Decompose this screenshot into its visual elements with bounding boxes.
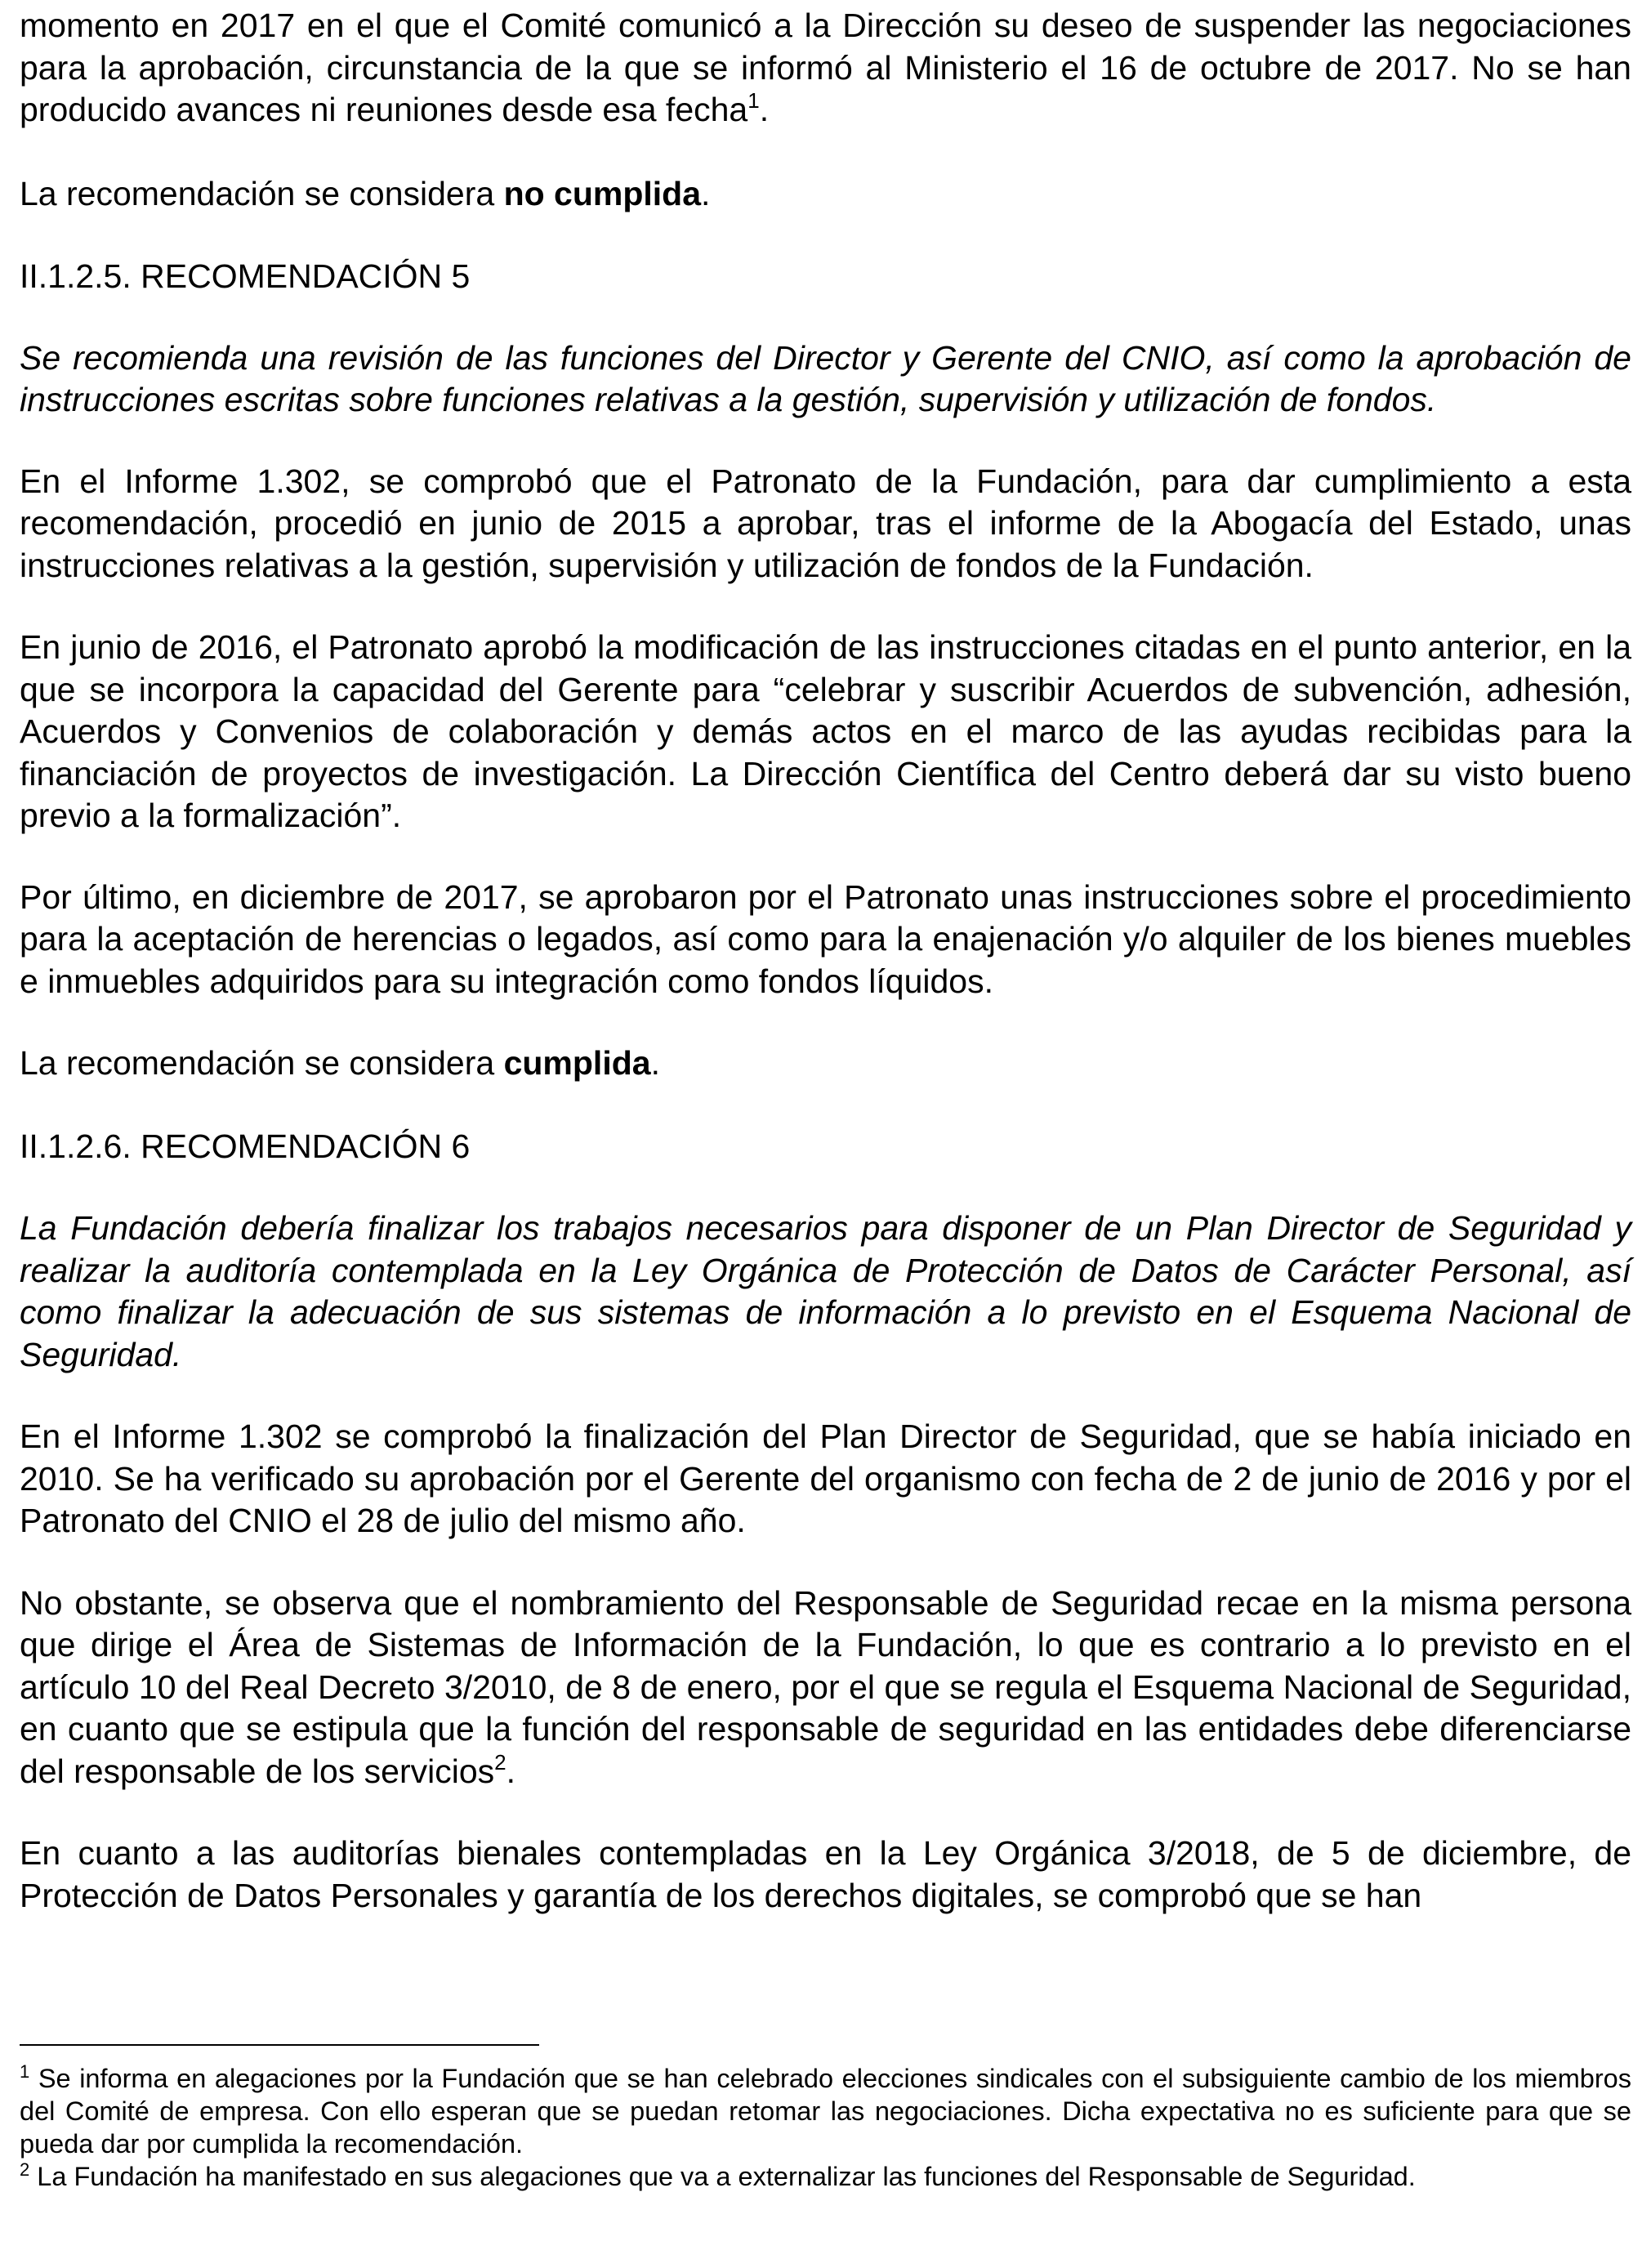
paragraph-security-officer-appointment	[20, 1583, 1631, 1793]
footnote-text: Se informa en alegaciones por la Fundación que se han celebrado elecciones sindicales con el subsiguiente cambio de los miembros del Comité de empresa. Con ello esperan que se puedan retomar las negociaciones. Dicha expectativa no es suficiente para que se pueda dar por cumplida la recomendación.	[20, 2064, 1631, 2159]
section-heading-recommendation-6: II.1.2.6. RECOMENDACIÓN 6	[20, 1127, 471, 1165]
footnote-reference-2: 2	[494, 1749, 506, 1775]
footnote-1	[20, 2062, 1631, 2160]
section-heading-recommendation-5: II.1.2.5. RECOMENDACIÓN 5	[20, 257, 471, 295]
paragraph-recommendation-6-text: La Fundación debería finalizar los trabajos necesarios para disponer de un Plan Director de Seguridad y realizar la auditoría contemplada en la Ley Orgánica de Protección de Datos de Carácter Personal, así como finalizar la adecuación de sus sistemas de información a lo previsto en el Esquema Nacional de Seguridad.	[20, 1209, 1631, 1373]
footnote-mark: 2	[20, 2159, 30, 2180]
footnote-reference-1: 1	[747, 88, 760, 113]
verdict-status: cumplida	[503, 1044, 651, 1082]
document-page	[20, 0, 1631, 1917]
paragraph-december-2017-instructions: Por último, en diciembre de 2017, se aprobaron por el Patronato unas instrucciones sobre el procedimiento para la aceptación de herencias o legados, así como para la enajenación y/o alquiler de los bienes muebles e inmuebles adquiridos para su integración como fondos líquidos.	[20, 877, 1631, 1000]
paragraph-committee-negotiations	[20, 5, 1631, 132]
paragraph-verdict-fulfilled	[20, 1042, 1631, 1085]
paragraph-text: momento en 2017 en el que el Comité comunicó a la Dirección su deseo de suspender las negociaciones para la aprobación, circunstancia de la que se informó al Ministerio el 16 de octubre de 2017. No se han producido avances ni reuniones desde esa fecha	[20, 7, 1631, 128]
paragraph-tail: .	[759, 91, 770, 128]
footnote-mark: 1	[20, 2061, 30, 2082]
footnotes	[20, 2062, 1631, 2193]
footnote-separator	[20, 2044, 539, 2046]
verdict-suffix: .	[701, 174, 711, 212]
paragraph-biennial-audits: En cuanto a las auditorías bienales contempladas en la Ley Orgánica 3/2018, de 5 de diciembre, de Protección de Datos Personales y garantía de los derechos digitales, se comprobó que se han	[20, 1834, 1631, 1914]
verdict-prefix: La recomendación se considera	[20, 174, 504, 212]
paragraph-june-2016-modification: En junio de 2016, el Patronato aprobó la modificación de las instrucciones citadas en el punto anterior, en la que se incorpora la capacidad del Gerente para “celebrar y suscribir Acuerdos de subvención, adhesión, Acuerdos y Convenios de colaboración y demás actos en el marco de las ayudas recibidas para la financiación de proyectos de investigación. La Dirección Científica del Centro deberá dar su visto bueno previo a la formalización”.	[20, 628, 1631, 834]
paragraph-tail: .	[506, 1752, 516, 1790]
verdict-suffix: .	[650, 1044, 660, 1082]
footnote-2	[20, 2160, 1631, 2193]
paragraph-text: No obstante, se observa que el nombramiento del Responsable de Seguridad recae en la misma persona que dirige el Área de Sistemas de Información de la Fundación, lo que es contrario a lo previsto en el artículo 10 del Real Decreto 3/2010, de 8 de enero, por el que se regula el Esquema Nacional de Seguridad, en cuanto que se estipula que la función del responsable de seguridad en las entidades debe diferenciarse del responsable de los servicios	[20, 1583, 1631, 1790]
paragraph-security-plan-approval: En el Informe 1.302 se comprobó la finalización del Plan Director de Seguridad, que se había iniciado en 2010. Se ha verificado su aprobación por el Gerente del organismo con fecha de 2 de junio de 2016 y por el Patronato del CNIO el 28 de julio del mismo año.	[20, 1418, 1631, 1539]
verdict-prefix: La recomendación se considera	[20, 1044, 504, 1082]
paragraph-report-1302-instructions: En el Informe 1.302, se comprobó que el Patronato de la Fundación, para dar cumplimiento a esta recomendación, procedió en junio de 2015 a aprobar, tras el informe de la Abogacía del Estado, unas instrucciones relativas a la gestión, supervisión y utilización de fondos de la Fundación.	[20, 462, 1631, 584]
paragraph-recommendation-5-text: Se recomienda una revisión de las funciones del Director y Gerente del CNIO, así como la aprobación de instrucciones escritas sobre funciones relativas a la gestión, supervisión y utilización de fondos.	[20, 338, 1631, 418]
paragraph-verdict-not-fulfilled	[20, 173, 1631, 216]
footnote-text: La Fundación ha manifestado en sus alegaciones que va a externalizar las funciones del Responsable de Seguridad.	[29, 2162, 1416, 2191]
verdict-status: no cumplida	[503, 174, 702, 212]
